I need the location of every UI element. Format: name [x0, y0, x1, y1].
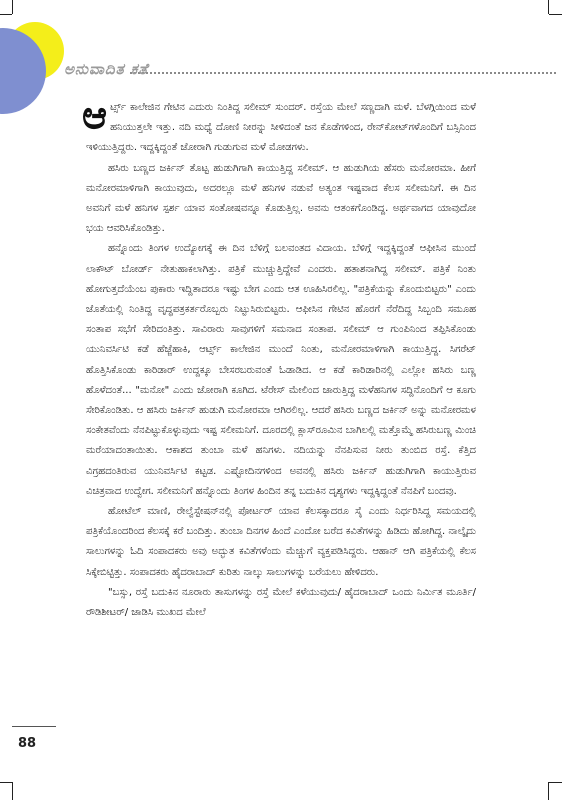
crop-mark-top-left-v: [12, 0, 13, 14]
header-dotted-rule: [130, 72, 556, 74]
page-number-rule: [12, 726, 56, 727]
paragraph-3: ಹನ್ನೊಂದು ತಿಂಗಳ ಉದ್ಯೋಗಕ್ಕೆ ಈ ದಿನ ಬೆಳಿಗ್ಗೆ ಬಲವಂತದ ವಿದಾಯ. ಬೆಳಿಗ್ಗೆ ಇದ್ದಕ್ಕಿದ್ದಂತೆ ಆಫೀಸಿನ ಮುಂದೆ ಲಾಕೌಟ್ ಬೋರ್ಡ್ ನೇತುಹಾಕಲಾಗಿತ್ತು. ಪತ್ರಿಕೆ ಮುಚ್ಚುತ್ತಿದ್ದೇವೆ ಎಂದರು. ಹತಾಶನಾಗಿದ್ದ ಸಲೀಮ್. ಪತ್ರಿಕೆ ನಿಂತು ಹೋಗುತ್ತದೆಯೆಂಬ ಪುಕಾರು ಇದ್ದಿತಾದರೂ ಇಷ್ಟು ಬೇಗ ಎಂದು ಆತ ಊಹಿಸಿರಲಿಲ್ಲ. "ಪತ್ರಿಕೆಯನ್ನು ಕೊಂದುಬಿಟ್ಟರು" ಎಂದು ಜೊತೆಯಲ್ಲಿ ನಿಂತಿದ್ದ ವೃದ್ಧಪತ್ರಕರ್ತರೊಬ್ಬರು ನಿಟ್ಟುಸಿರುಬಿಟ್ಟರು. ಆಫೀಸಿನ ಗೇಟಿನ ಹೊರಗೆ ನೆರೆದಿದ್ದ ಸಿಬ್ಬಂದಿ ಸಮೂಹ ಸಂತಾಪ ಸಭೆಗೆ ಸೇರಿದಂತಿತ್ತು. ಸಾವಿರಾರು ಸಾವುಗಳಿಗೆ ಸಮನಾದ ಸಂತಾಪ. ಸಲೀಮ್ ಆ ಗುಂಪಿನಿಂದ ತಪ್ಪಿಸಿಕೊಂಡು ಯುನಿವರ್ಸಿಟಿ ಕಡೆ ಹೆಜ್ಜೆಹಾಕಿ, ಆರ್ಟ್ಸ್ ಕಾಲೇಜಿನ ಮುಂದೆ ನಿಂತು, ಮನೋರಮಾಳಿಗಾಗಿ ಕಾಯುತ್ತಿದ್ದ. ಸಿಗರೆಟ್ ಹೊತ್ತಿಸಿಕೊಂಡು ಕಾರಿಡಾರ್ ಉದ್ದಕ್ಕೂ ಬೇಸರಬರುವಂತೆ ಓಡಾಡಿದ. ಆ ಕಡೆ ಕಾರಿಡಾರಿನಲ್ಲಿ ಎಲ್ಲೋ ಹಸಿರು ಬಣ್ಣ ಹೊಳೆದಂತೆ... "ಮನೋ" ಎಂದು ಜೋರಾಗಿ ಕೂಗಿದ. ಟೆರೇಸ್ ಮೇಲಿಂದ ಜಾರುತ್ತಿದ್ದ ಮಳೆಹನಿಗಳ ಸದ್ದಿನೊಂದಿಗೆ ಆ ಕೂಗು ಸೇರಿಕೊಂಡಿತು. ಆ ಹಸಿರು ಜರ್ಕಿನ್ ಹುಡುಗಿ ಮನೋರಮಾ ಆಗಿರಲಿಲ್ಲ. ಆದರೆ ಹಸಿರು ಬಣ್ಣದ ಜರ್ಕಿನ್ ಅನ್ನು ಮನೋರಮಳ ಸಂಕೇತವೆಂದು ನೆನಪಿಟ್ಟುಕೊಳ್ಳುವುದು ಇಷ್ಟ ಸಲೀಮನಿಗೆ. ದೂರದಲ್ಲಿ ಕ್ಲಾಸ್‌ರೂಮಿನ ಬಾಗಿಲಲ್ಲಿ ಮತ್ತೊಮ್ಮೆ ಹಸಿರುಬಣ್ಣ ಮಿಂಚಿ ಮರೆಯಾದಂತಾಯಿತು. ಆಕಾಶದ ತುಂಬಾ ಮಳೆ ಹನಿಗಳು. ನದಿಯನ್ನು ನೆನಪಿಸುವ ನೀರು ತುಂಬಿದ ರಸ್ತೆ. ಕೆತ್ತಿದ ವಿಗ್ರಹದಂತಿರುವ ಯುನಿವರ್ಸಿಟಿ ಕಟ್ಟಡ. ಎಷ್ಟೋದಿನಗಳಿಂದ ಅವನಲ್ಲಿ ಹಸಿರು ಜರ್ಕಿನ್ ಹುಡುಗಿಗಾಗಿ ಕಾಯುತ್ತಿರುವ ವಿಚಿತ್ರವಾದ ಉದ್ವೇಗ. ಸಲೀಮನಿಗೆ ಹನ್ನೊಂದು ತಿಂಗಳ ಹಿಂದಿನ ತನ್ನ ಬದುಕಿನ ದೃಶ್ಯಗಳು ಇದ್ದಕ್ಕಿದ್ದಂತೆ ನೆನಪಿಗೆ ಬಂದವು.: [86, 243, 476, 497]
section-title: ಅನುವಾದಿತ ಕತೆ: [64, 60, 149, 78]
crop-mark-top-right-v: [548, 0, 549, 14]
crop-mark-bottom-left-h: [0, 782, 12, 783]
paragraph-2: ಹಸಿರು ಬಣ್ಣದ ಜರ್ಕಿನ್ ತೊಟ್ಟ ಹುಡುಗಿಗಾಗಿ ಕಾಯುತ್ತಿದ್ದ ಸಲೀಮ್. ಆ ಹುಡುಗಿಯ ಹೆಸರು ಮನೋರಮಾ. ಹೀಗೆ ಮನೋರಮಾಳಿಗಾಗಿ ಕಾಯುವುದು, ಅದರಲ್ಲೂ ಮಳೆ ಹನಿಗಳ ನಡುವೆ ಅತ್ಯಂತ ಇಷ್ಟವಾದ ಕೆಲಸ ಸಲೀಮನಿಗೆ. ಈ ದಿನ ಅವನಿಗೆ ಮಳೆ ಹನಿಗಳ ಸ್ಪರ್ಶ ಯಾವ ಸಂತೋಷವನ್ನೂ ಕೊಡುತ್ತಿಲ್ಲ. ಅವನು ಆತಂಕಗೊಂಡಿದ್ದ. ಅರ್ಥವಾಗದ ಯಾವುದೋ ಭಯ ಆವರಿಸಿಕೊಂಡಿತ್ತು.: [86, 162, 476, 235]
paragraph-1: [82, 93, 476, 159]
crop-mark-bottom-right-h: [549, 782, 562, 783]
crop-mark-bottom-left-v: [12, 782, 13, 800]
crop-mark-top-left-h: [0, 14, 12, 15]
paragraph-5: "ಬಸ್ಸು, ರಸ್ತೆ ಬದುಕಿನ ನೂರಾರು ತಾಸುಗಳನ್ನು ರಸ್ತೆ ಮೇಲೆ ಕಳೆಯುವುದು/ ಹೈದರಾಬಾದ್ ಒಂದು ನಿರ್ಮಿತ ಮೂರ್ತಿ/ ರೌಡಿಶೀಟರ್/ ಜಾಡಿಸಿ ಮುಖದ ಮೇಲೆ: [86, 586, 476, 619]
crop-mark-top-right-h: [549, 14, 562, 15]
article-body: [82, 93, 477, 623]
crop-mark-bottom-right-v: [548, 782, 549, 800]
paragraph-1-text: ರ್ಟ್ಸ್ ಕಾಲೇಜಿನ ಗೇಟಿನ ಎದುರು ನಿಂತಿದ್ದ ಸಲೀಮ್ ಸುಂದರ್. ರಸ್ತೆಯ ಮೇಲೆ ಸಣ್ಣದಾಗಿ ಮಳೆ. ಬೆಳಗ್ಗಿಯಿಂದ ಮಳೆ ಹನಿಯುತ್ತಲೇ ಇತ್ತು. ನದಿ ಮಧ್ಯೆ ದೋಣಿ ನೀರನ್ನು ಸೀಳಿದಂತೆ ಜನ ಕೊಡೆಗಳಿಂದ, ರೇನ್‌ಕೋಟ್‌ಗಳೊಂದಿಗೆ ಬಸ್ಸಿನಿಂದ ಇಳಿಯುತ್ತಿದ್ದರು. ಇದ್ದಕ್ಕಿದ್ದಂತೆ ಜೋರಾಗಿ ಗುಡುಗುವ ಮಳೆ ಮೋಡಗಳು.: [86, 102, 476, 154]
dropcap: ಆ: [82, 93, 108, 137]
page-number: 88: [18, 736, 37, 751]
paragraph-4: ಹೋಟೆಲ್ ಮಾಣಿ, ರೇಲ್ವೆಸ್ಟೇಷನ್‌ನಲ್ಲಿ ಪೋರ್ಟರ್ ಯಾವ ಕೆಲಸಕ್ಕಾದರೂ ಸೈ ಎಂದು ನಿರ್ಧರಿಸಿದ್ದ ಸಮಯದಲ್ಲಿ ಪತ್ರಿಕೆಯೊಂದರಿಂದ ಕೆಲಸಕ್ಕೆ ಕರೆ ಬಂದಿತ್ತು. ತುಂಬಾ ದಿನಗಳ ಹಿಂದೆ ಎಂದೋ ಬರೆದ ಕವಿತೆಗಳನ್ನು ಹಿಡಿದು ಹೋಗಿದ್ದ. ನಾಲ್ಕೈದು ಸಾಲುಗಳನ್ನು ಓದಿ ಸಂಪಾದಕರು ಅವು ಅದ್ಭುತ ಕವಿತೆಗಳೆಂದು ಮೆಚ್ಚುಗೆ ವ್ಯಕ್ತಪಡಿಸಿದ್ದರು. ಆಹಾನ್ ಆಗಿ ಪತ್ರಿಕೆಯಲ್ಲಿ ಕೆಲಸ ಸಿಕ್ಕೇಬಿಟ್ಟಿತ್ತು. ಸಂಪಾದಕರು ಹೈದರಾಬಾದ್ ಕುರಿತು ನಾಲ್ಕು ಸಾಲುಗಳನ್ನು ಬರೆಯಲು ಹೇಳಿದರು.: [86, 506, 477, 578]
